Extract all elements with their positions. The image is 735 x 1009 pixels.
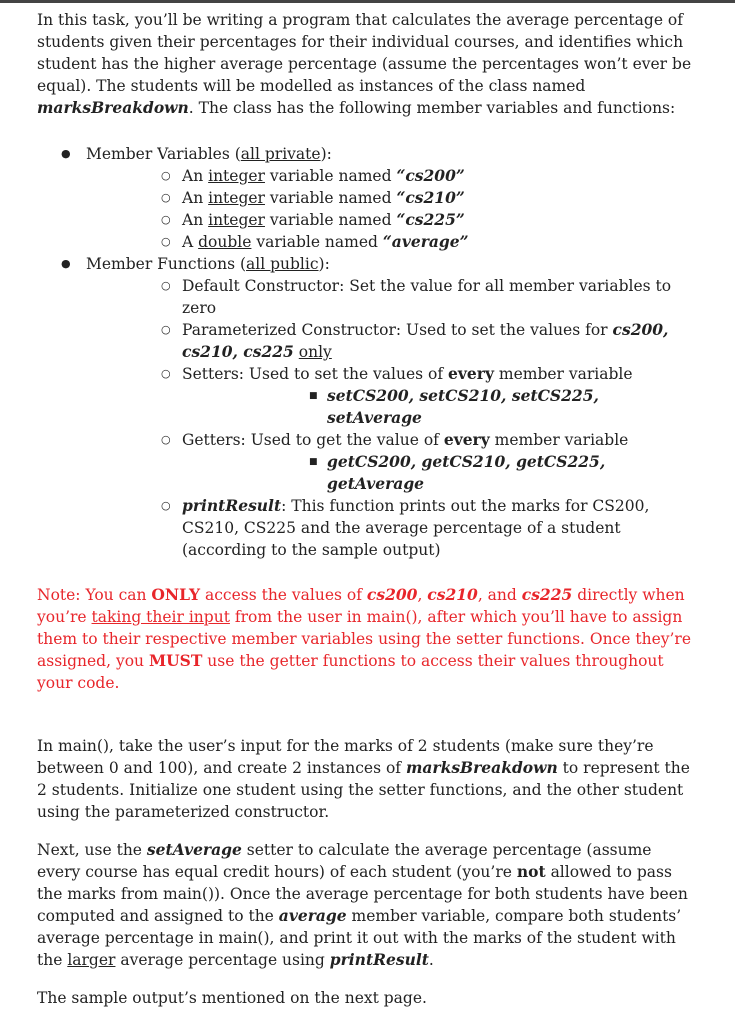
note-paragraph: Note: You can ONLY access the values of cs200, cs210, and cs225 directly when you’re taking their input from the user in main(), after which you’ll have to assign them to their respective member variables using the setter functions. Once they’re assigned, you MUST use the getter functions to access their values throughout your code. [37, 585, 692, 692]
variable-cs210: ○ An integer variable named “cs210” [86, 187, 697, 209]
intro-text-end: . The class has the following member variables and functions: [188, 99, 676, 117]
setters-list [182, 385, 697, 429]
variable-cs200: ○ An integer variable named “cs200” [86, 165, 697, 187]
all-private-label: all private [240, 145, 321, 163]
member-functions-list [86, 275, 697, 561]
next-instructions-paragraph: Next, use the setAverage setter to calculate the average percentage (assume every course has equal credit hours) of each student (you’re not allowed to pass the marks from main()). Once the average percentage for both students have been computed and assigned to the average member variable, compare both students’ average percentage in main(), and print it out with the marks of the student with the larger average percentage using printResult. [37, 840, 688, 969]
all-public-label: all public [246, 255, 319, 273]
member-variables-list [86, 165, 697, 253]
spec-list [37, 143, 697, 561]
getter-names: ■ getCS200, getCS210, getCS225, getAverage [182, 451, 697, 495]
default-constructor-item: ○ Default Constructor: Set the value for all member variables to zero [86, 275, 697, 319]
getters-list [182, 451, 697, 495]
parameterized-constructor-item: ○ Parameterized Constructor: Used to set the values for cs200, cs210, cs225 only [86, 319, 697, 363]
setters-item: ○ Setters: Used to set the values of every member variable ■ setCS200, setCS210, setCS225, setAverage [86, 363, 697, 429]
getters-item: ○ Getters: Used to get the value of every member variable ■ getCS200, getCS210, getCS225, getAverage [86, 429, 697, 495]
variable-average: ○ A double variable named “average” [86, 231, 697, 253]
intro-text: In this task, you’ll be writing a program that calculates the average percentage of students given their percentages for their individual courses, and identifies which student has the higher average percentage (assume the percentages won’t ever be equal). The students will be modelled as instances of the class named [37, 11, 692, 95]
intro-paragraph [37, 9, 697, 119]
footer-text: The sample output’s mentioned on the next page. [37, 989, 427, 1007]
member-functions-item: ● Member Functions (all public): ○ Default Constructor: Set the value for all member variables to zero ○ Parameterized Constructor: Used to set the values for cs200, cs210, cs225 only ○ Setters: Used to set the values of every member variable ■ setCS200, setCS210, setCS225, setAverage ○ Getters: Used to get the value of every member variable ■ getCS200, getCS210, getCS225, getAverage ○ printResult: This function prints out the marks for CS200, CS210, CS225 and the average percentage of a student (according to the sample output) [37, 253, 697, 561]
print-result-item: ○ printResult: This function prints out the marks for CS200, CS210, CS225 and the average percentage of a student (according to the sample output) [86, 495, 697, 561]
member-variables-item: ● Member Variables (all private): ○ An integer variable named “cs200” ○ An integer variable named “cs210” ○ An integer variable named “cs225” ○ A double variable named “average” [37, 143, 697, 253]
top-border [0, 0, 735, 3]
class-name: marksBreakdown [37, 98, 189, 117]
document-body [37, 9, 697, 1009]
main-instructions-paragraph: In main(), take the user’s input for the marks of 2 students (make sure they’re between 0 and 100), and create 2 instances of marksBreakdown to represent the 2 students. Initialize one student using the setter functions, and the other student using the parameterized constructor. [37, 737, 690, 821]
setter-names: ■ setCS200, setCS210, setCS225, setAverage [182, 385, 697, 429]
variable-cs225: ○ An integer variable named “cs225” [86, 209, 697, 231]
